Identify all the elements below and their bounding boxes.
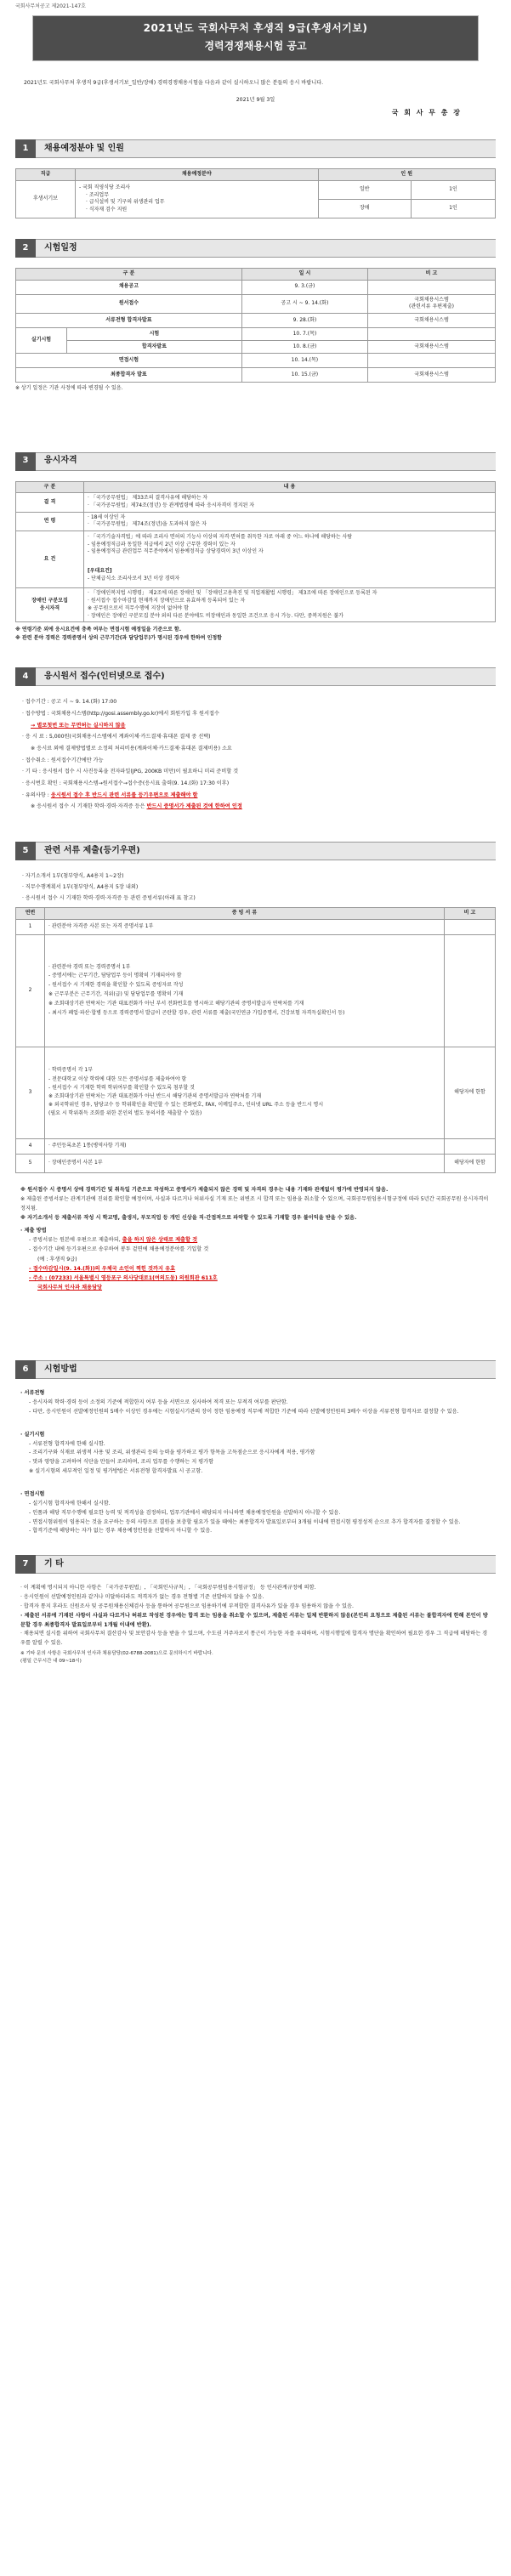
method-line: - 합격기준에 해당하는 자가 없는 경우 채용예정인원을 선발하지 아니할 수 있음. <box>29 1528 213 1535</box>
schedule-note <box>368 327 496 340</box>
table-header: 비 고 <box>368 268 496 280</box>
doc-note <box>445 1138 496 1154</box>
doc-note: 해당자에 한함 <box>445 1047 496 1138</box>
qual-label: 결 격 <box>16 493 84 512</box>
count-cell: 1인 <box>411 199 495 218</box>
submit-line: - 접수마감일시(9. 14.(화))의 우체국 소인이 찍힌 것까지 유효 <box>29 1265 176 1272</box>
table-header: 구 분 <box>16 481 84 493</box>
section-title: 기 타 <box>36 1555 496 1574</box>
qual-label: 연 령 <box>16 512 84 531</box>
method-line: - 맛과 영양을 고려하여 식단을 만들어 조리하며, 조리 업무를 수행하는 지 평가함 <box>29 1459 214 1466</box>
count-cell: 1인 <box>411 180 495 199</box>
qual-line: · 「국가공무원법」제74조(정년) 등 관계법령에 따라 응시자격이 정지된 자 <box>88 502 255 508</box>
submit-warning: 출을 하지 않은 상태로 제출할 것 <box>122 1237 198 1244</box>
duty-line: · 식자재 검수 지원 <box>86 207 128 213</box>
schedule-sublabel: 시험 <box>67 327 242 340</box>
schedule-date: 9. 3.(금) <box>241 280 367 294</box>
doc-note <box>445 919 496 934</box>
schedule-date: 9. 28.(화) <box>241 313 367 327</box>
qual-line: · 「장애인복지법 시행령」 제2조에 따른 장애인 및 「장애인고용촉진 및 직업재활법 시행령」 제3조에 따른 장애인으로 등록된 자 <box>88 590 378 597</box>
type-cell: 일반 <box>318 180 411 199</box>
section-1-header <box>15 139 496 158</box>
section-number: 6 <box>15 1360 36 1379</box>
section-title: 시험일정 <box>36 239 496 258</box>
doc-text: · 관련분야 경력 또는 경력증명서 1부 - 증명서에는 근무기간, 담당업무 등이 명확히 기재되어야 함 - 원서접수 시 기재한 경력을 확인할 수 있도록 증빙자료 작성 ※ 근무부분은 근무기간, 직위(급) 및 담당업무를 명확히 기재 ※ 조회대상기관 연락처는 기관 대표전화가 아닌 부서 전화번호를 명시하고 해당기관의 증명서발급자 연락처를 기재 - 최시가 폐업·파산·합병 등으로 경력증명서 발급이 곤란할 경우, 관련 서류를 제출(국민연금 가입증명서, 건강보험 자격득실확인서 등) <box>45 934 445 1047</box>
doc-no: 3 <box>16 1047 45 1138</box>
section-title: 채용예정분야 및 인원 <box>36 139 496 158</box>
doc-note: 해당자에 한함 <box>445 1154 496 1172</box>
qual-note: ※ 관련 분야 경력은 경력증명서 상의 근무기간(과 담당업무)가 명시된 경우에 한하여 인정함 <box>15 634 222 641</box>
qual-line: · 장애인은 장애인 구분모집 분야 외의 다른 분야에도 비장애인과 동일한 조건으로 응시 가능. 다만, 중복지원은 불가 <box>88 612 344 619</box>
section-number: 7 <box>15 1555 36 1574</box>
documents-note: ※ 자기소개서 등 제출서류 작성 시 학교명, 출생지, 부모직업 등 개인 신상을 직·간접적으로 파악할 수 있도록 기재할 경우 불이익을 받을 수 있음. <box>20 1215 357 1221</box>
schedule-note <box>368 280 496 294</box>
schedule-label: 채용공고 <box>16 280 242 294</box>
documents-line: · 직무수행계획서 1부(첨부양식, A4용지 5장 내외) <box>22 883 139 890</box>
section-number: 2 <box>15 239 36 258</box>
section-title: 응시원서 접수(인터넷으로 접수) <box>36 667 496 686</box>
schedule-label: 서류전형 합격자발표 <box>16 313 242 327</box>
rank-cell: 후생서기보 <box>16 180 76 218</box>
submit-line: - 주소 : (07233) 서울특별시 영등포구 의사당대로1(여의도동) 의원회관 611호 <box>29 1274 218 1281</box>
duty-line: · 급식설비 및 기구의 위생관리 업무 <box>86 199 165 206</box>
method-line: - 인품과 해당 직무수행에 필요한 능력 및 적격성을 검정하되, 업무기관에서 해당되지 아니하면 채용예정인원을 선발하지 아니할 수 있음. <box>29 1509 341 1516</box>
doc-no: 2 <box>16 934 45 1047</box>
duty-line: · 조리업무 <box>86 191 109 198</box>
section-title: 응시자격 <box>36 452 496 471</box>
etc-line: · 채용되면 실시를 위하여 국회사무처 결산감사 및 보안감사 등을 받을 수 있으며, 수도권 거주자로서 통근이 가능한 자를 우대하며, 시험시행일에 합격자 명단을 확인하여 필요한 경우 그 직급에 해당하는 경우를 알릴 수 있음. <box>20 1631 488 1647</box>
section-7-header <box>15 1555 496 1574</box>
recruit-table <box>15 168 496 218</box>
notice-date: 2021년 9월 3일 <box>236 96 275 103</box>
application-warning: 응시원서 접수 후 반드시 관련 서류를 등기우편으로 제출해야 함 <box>50 792 198 798</box>
schedule-sublabel: 합격자발표 <box>67 340 242 353</box>
table-header: 직급 <box>16 169 76 181</box>
application-line: · 접수방법 : 국회채용시스템(http://gosi.assembly.go.kr)에서 회원가입 후 원서접수 <box>22 711 219 718</box>
submit-heading: · 제출 방법 <box>20 1228 47 1234</box>
etc-line: · 제출된 서류에 기재된 사항이 사실과 다르거나 허위로 작성된 경우에는 합격 또는 임용을 취소할 수 있으며, 제출된 서류는 일체 반환하지 않음(본인의 요청으로 제출된 서류는 불합격자에 한해 본인이 방문할 경우 최종합격자 발표일로부터 1개월 이내에 반환). <box>20 1612 488 1628</box>
section-4-header <box>15 667 496 686</box>
schedule-label: 면접시험 <box>16 353 242 367</box>
title-banner <box>32 15 479 61</box>
method-heading: · 실기시험 <box>20 1431 45 1438</box>
application-line: · 응시번호 확인 : 국회채용시스템→원서접수→접수증(응시표 출력(9. 14.(화) 17:30 이후) <box>22 780 230 786</box>
qualification-table <box>15 481 496 623</box>
schedule-label: 실기시험 <box>16 327 67 353</box>
etc-line: · 응시인원이 선발예정인원과 같거나 미달하더라도 적격자가 없는 경우 전형별 기준 선발하지 않을 수 있음. <box>20 1594 264 1601</box>
etc-line: (평일 근무시간 내 09~18시) <box>20 1658 82 1664</box>
application-warning-label: · 유의사항 : <box>22 792 51 798</box>
method-line: ※ 실기시험의 세부적인 일정 및 평가방법은 서류전형 합격자발표 시 공고함. <box>29 1468 203 1475</box>
qual-line: - 임용예정직급 관련업무 직무분야에서 임용예정직급 상당경력이 3년 이상인 자 <box>88 548 264 555</box>
qual-content <box>84 512 496 531</box>
schedule-table <box>15 268 496 383</box>
qual-line: · 18세 이상인 자 <box>88 513 126 520</box>
qual-content <box>84 531 496 588</box>
table-header: 구 분 <box>16 268 242 280</box>
documents-notes <box>20 1185 491 1293</box>
documents-line: · 응시원서 접수 시 기재한 학력·경력·자격증 등 관련 증빙서류(아래 표 참고) <box>22 894 196 901</box>
documents-line: · 자기소개서 1부(첨부양식, A4용지 1~2장) <box>22 872 124 879</box>
doc-note <box>445 934 496 1047</box>
method-line: - 실기시험 합격자에 한해서 실시함. <box>29 1500 111 1506</box>
qual-content <box>84 588 496 622</box>
schedule-note: 국회채용시스템 <box>368 340 496 353</box>
qual-line: [우대요건] <box>88 568 112 575</box>
table-header: 연번 <box>16 907 45 919</box>
table-header: 증 빙 서 류 <box>45 907 445 919</box>
table-header: 인 원 <box>318 169 495 181</box>
methods-list <box>20 1389 491 1536</box>
schedule-label: 최종합격자 발표 <box>16 367 242 382</box>
schedule-note: 국회채용시스템 <box>368 367 496 382</box>
application-warning: 반드시 증명서가 제출된 것에 한하여 인정 <box>146 803 242 810</box>
schedule-note <box>368 353 496 367</box>
intro-paragraph: 2021년도 국회사무처 후생직 9급(후생서기보_일반/장애) 경력경쟁채용시험을 다음과 같이 실시하오니 많은 분들의 응시 바랍니다. <box>24 79 324 86</box>
section-3-header <box>15 452 496 471</box>
notice-number: 국회사무처공고 제2021-147호 <box>15 3 86 9</box>
application-line: · 기 타 : 응시원서 접수 시 사진등록을 전자파일(JPG, 200KB 미만)이 필요하니 미리 준비할 것 <box>22 769 239 775</box>
submit-line: - 접수기간 내에 등기우편으로 송부하여 봉투 겉면에 채용예정분야를 기입할 것 <box>29 1246 209 1253</box>
method-line: - 다만, 응시인원이 선발예정인원의 5배수 이상인 경우에는 시험실시기관의 장이 정한 임용예정 직무에 적합한 기준에 따라 선발예정인원의 3배수 이상을 서류전형 합격자로 결정할 수 있음. <box>29 1408 459 1415</box>
section-number: 5 <box>15 842 36 860</box>
doc-no: 4 <box>16 1138 45 1154</box>
application-line: · 접수취소 : 원서접수기간에만 가능 <box>22 757 104 763</box>
table-header: 내 용 <box>84 481 496 493</box>
doc-text: · 관련분야 자격증 사본 또는 자격 증명서류 1부 <box>45 919 445 934</box>
section-title: 관련 서류 제출(등기우편) <box>36 842 496 860</box>
qual-note: ※ 연령기준 외에 응시요건에 충족 여부는 면접시험 예정일을 기준으로 함. <box>15 627 181 633</box>
section-6-header <box>15 1360 496 1379</box>
schedule-date: 10. 14.(목) <box>241 353 367 367</box>
doc-no: 1 <box>16 919 45 934</box>
doc-text: · 학력증명서 각 1부 - 전문대학교 이상 학력에 대한 모든 증명서류를 제출하여야 함 - 원서접수 시 기재한 학력 학위여부를 확인할 수 있도록 첨부할 것 ※ 조회대상기관 연락처는 기관 대표전화가 아닌 반드시 해당기관의 증명서발급자 연락처를 기재 ※ 외국학위인 경우, 담당교수 등 학위확인을 확인할 수 있는 전화번호, FAX, 이메일주소, 인터넷 URL 주소 등을 반드시 명시 (필요 시 학위취득 조회를 위한 본인의 별도 동의서를 제출할 수 있음) <box>45 1047 445 1138</box>
method-line: - 면접시험위원이 임용되는 것을 요구하는 등의 사항으로 결원을 보충할 필요가 있을 때에는 최종합격자 발표일로부터 3개월 이내에 면접시험 평정성적 순으로 추가 합격자를 결정할 수 있음. <box>29 1518 461 1525</box>
qual-content <box>84 493 496 512</box>
section-5-header <box>15 842 496 860</box>
section-number: 3 <box>15 452 36 471</box>
etc-line: ※ 기타 문의 사항은 국회사무처 인사과 채용담당(02-6788-2081)으로 문의하시기 바랍니다. <box>20 1651 213 1657</box>
method-heading: · 면접시험 <box>20 1491 45 1497</box>
application-line: ※ 응시원서 접수 시 기재한 학력·경력·자격증 등은 <box>31 803 147 810</box>
qual-line: · 원서접수 접수마감일 현재까지 장애인으로 유효하게 등록되어 있는 자 <box>88 598 246 604</box>
documents-note: ※ 원서접수 시 증명서 상에 경력기간 및 취득일 기준으로 작성하고 증명서가 제출되지 않은 경력 및 자격의 경우는 내용 기재와 관계없이 평가에 반영되지 않음. <box>20 1186 389 1193</box>
submit-line: - 증빙서류는 원본에 우편으로 제출하되, <box>29 1237 122 1244</box>
doc-text: · 장애인증명서 사본 1부 <box>45 1154 445 1172</box>
etc-list <box>20 1584 491 1665</box>
submit-line: 국회사무처 인사과 채용담당 <box>37 1285 103 1291</box>
table-header: 비 고 <box>445 907 496 919</box>
schedule-label: 원서접수 <box>16 294 242 313</box>
doc-no: 5 <box>16 1154 45 1172</box>
schedule-date: 10. 8.(금) <box>241 340 367 353</box>
schedule-date: 공고 시 ~ 9. 14.(화) <box>241 294 367 313</box>
schedule-note: 국회채용시스템 (관련서류 우편제출) <box>368 294 496 313</box>
documents-intro <box>22 871 489 904</box>
type-cell: 장애 <box>318 199 411 218</box>
title-line-2: 경력경쟁채용시험 공고 <box>204 40 307 53</box>
duty-line: - 국회 직영식당 조리사 <box>79 184 131 190</box>
etc-line: · 합격자 통지 후라도 신원조사 및 공무원채용신체검사 등을 통하여 공무원으로 임용하기에 부적합한 결격사유가 있을 경우 임용하지 않을 수 있음. <box>20 1603 354 1609</box>
documents-table <box>15 907 496 1173</box>
method-line: - 응시자의 학력·경력 등이 소정의 기준에 적합한지 여부 등을 서면으로 심사하여 적격 또는 부적격 여부를 판단함. <box>29 1399 288 1406</box>
documents-note: ※ 제출된 증빙서류는 관계기관에 진위를 확인할 예정이며, 사실과 다르거나 허위사실 기재 또는 위변조 시 합격 또는 임용을 취소할 수 있으며, 국회공무원임용시험규정에 따라 5년간 국회공무원 응시자격이 정지됨. <box>20 1195 489 1211</box>
application-warning: → 별로첫번 또는 무면허는 실시하지 않음 <box>31 722 126 729</box>
schedule-date: 10. 15.(금) <box>241 367 367 382</box>
qual-line: · 「국가공무원법」 제74조(정년)을 도과하지 않은 자 <box>88 521 207 528</box>
submit-line: (예 : 후생직 9급) <box>37 1256 77 1262</box>
schedule-date: 10. 7.(목) <box>241 327 367 340</box>
qual-line: - 단체급식소 조리사로서 3년 이상 경력자 <box>88 575 180 582</box>
application-line: · 접수기간 : 공고 시 ~ 9. 14.(화) 17:00 <box>22 699 117 706</box>
duties-cell <box>76 180 319 218</box>
section-title: 시험방법 <box>36 1360 496 1379</box>
schedule-note: 국회채용시스템 <box>368 313 496 327</box>
qual-line: · 「국가공무원법」 제33조의 결격사유에 해당하는 자 <box>88 495 208 502</box>
qual-label: 장애인 구분모집 응시자격 <box>16 588 84 622</box>
qual-label: 요 건 <box>16 531 84 588</box>
section-number: 4 <box>15 667 36 686</box>
qual-line: · 「국가기술자격법」에 따라 조리사 면허의 기능사 이상의 자격·면허를 취득한 자로 아래 중 어느 하나에 해당하는 사람 <box>88 534 353 541</box>
table-header: 채용예정분야 <box>76 169 319 181</box>
method-line: - 서류전형 합격자에 한해 실시함. <box>29 1440 105 1447</box>
qual-line: ※ 공무원으로서 직무수행에 지장이 없어야 함 <box>88 604 189 611</box>
title-line-1: 2021년도 국회사무처 후생직 9급(후생서기보) <box>143 22 368 34</box>
section-number: 1 <box>15 139 36 158</box>
application-line: · 응 시 료 : 5,000원(국회채용시스템에서 계좌이체·카드결제·휴대폰 결제 중 선택) <box>22 734 211 740</box>
qual-line: - 임용예정직급과 동일한 직급에서 2년 이상 근무한 경력이 있는 자 <box>88 541 236 548</box>
method-line: - 조리기구와 식재료 위생적 사용 및 조리, 위생관리 등의 능력을 평가하고 평가 항목을 고득점순으로 응시자에게 적용, 평가함 <box>29 1450 315 1456</box>
schedule-footnote: ※ 상기 일정은 기관 사정에 따라 변경될 수 있음. <box>15 384 123 391</box>
application-line: ※ 응시료 외에 결제방법별로 소정의 처리비용(계좌이체·카드결제·휴대폰 결제비용) 소요 <box>31 745 232 752</box>
issuer: 국 회 사 무 총 장 <box>391 108 462 116</box>
etc-line: · 이 계획에 명시되지 아니한 사항은 「국가공무원법」, 「국회인사규칙」, 「국회공무원임용시험규정」 등 인사관계규정에 의함. <box>20 1585 316 1592</box>
application-list <box>22 696 489 812</box>
doc-text: · 주민등록초본 1통(병역사항 기재) <box>45 1138 445 1154</box>
table-header: 일 시 <box>241 268 367 280</box>
method-heading: · 서류전형 <box>20 1390 45 1397</box>
section-2-header <box>15 239 496 258</box>
